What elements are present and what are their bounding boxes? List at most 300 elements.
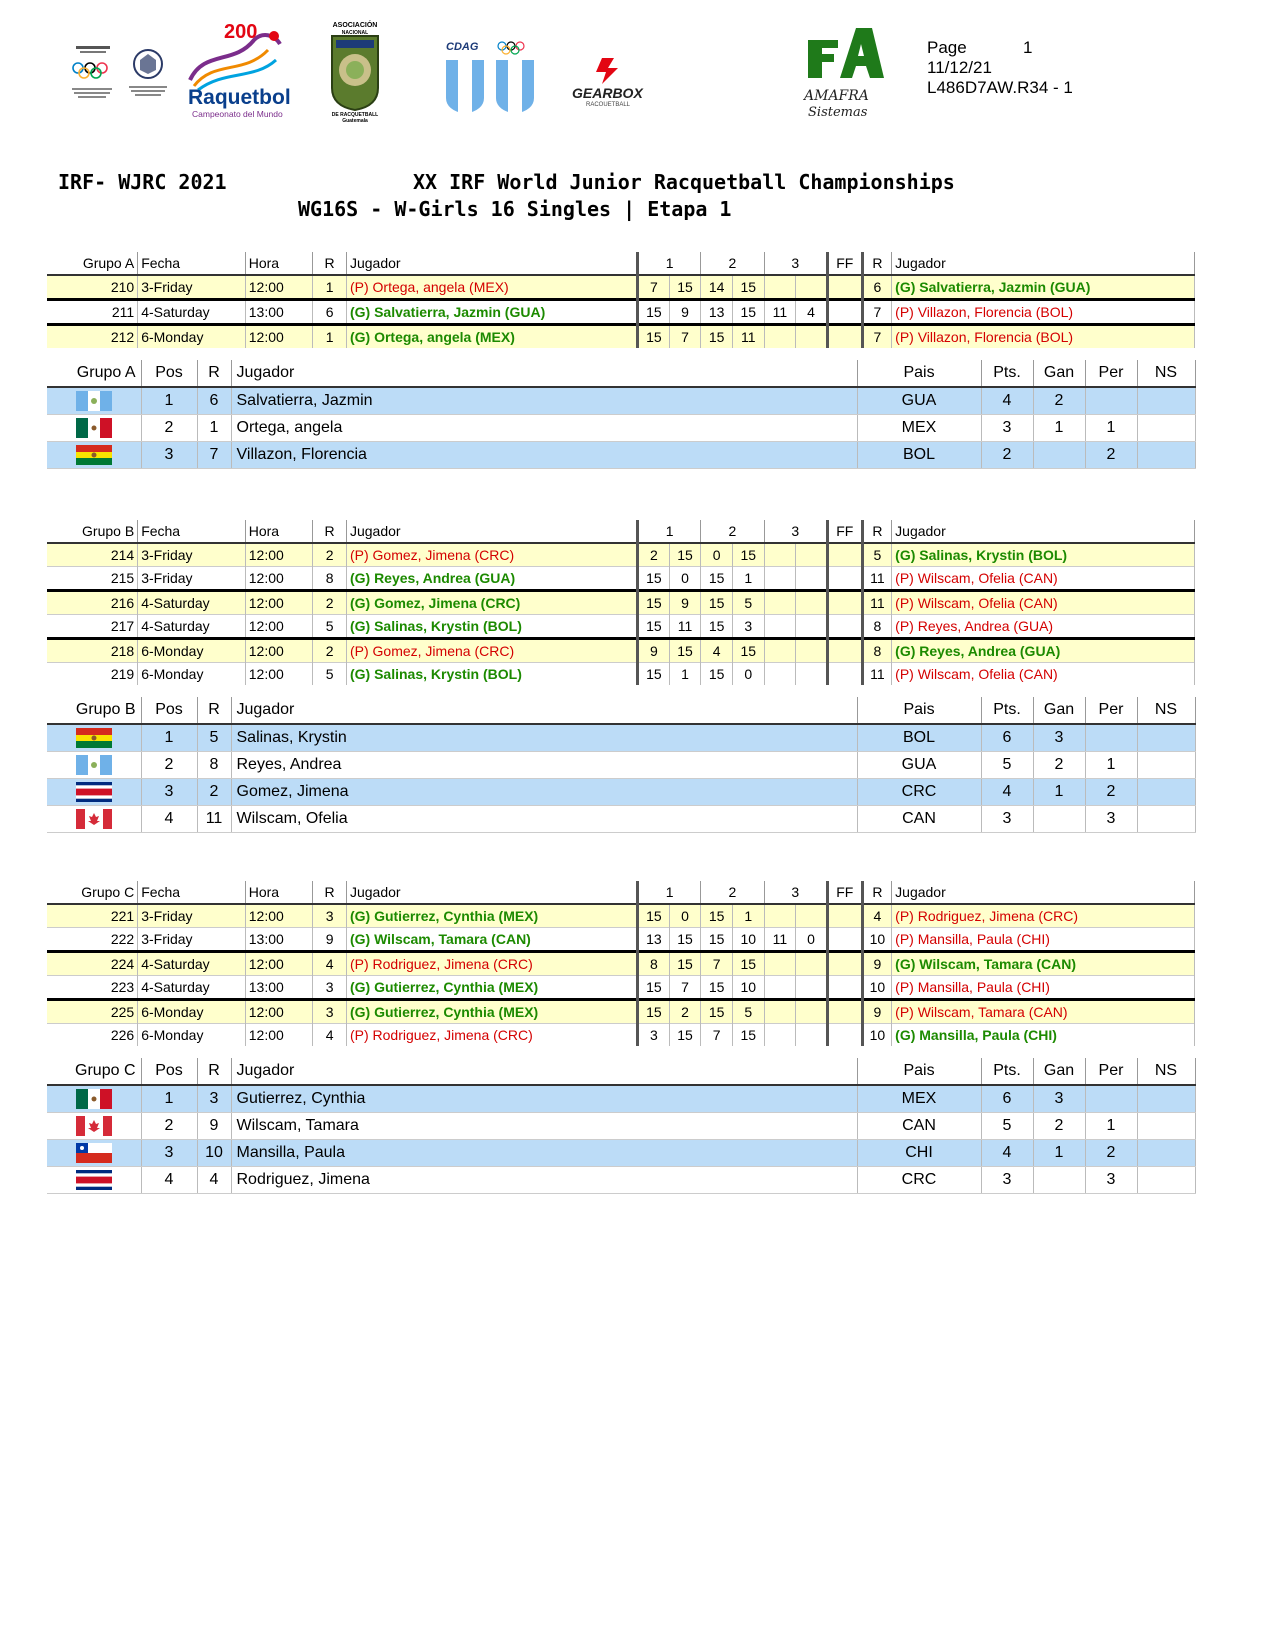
match-score xyxy=(796,567,828,591)
match-score xyxy=(764,1000,796,1024)
match-score: 15 xyxy=(732,543,764,567)
col-jugador: Jugador xyxy=(231,360,857,387)
col-rank: R xyxy=(313,520,347,543)
match-score: 15 xyxy=(732,275,764,300)
event-title: XX IRF World Junior Racquetball Championships xyxy=(413,170,955,194)
match-row xyxy=(47,1024,1195,1047)
col-per: Per xyxy=(1085,697,1137,724)
match-score: 15 xyxy=(638,300,670,325)
flag-crc-icon xyxy=(47,1167,141,1194)
col-r: R xyxy=(197,1058,231,1085)
standing-per: 1 xyxy=(1085,415,1137,442)
svg-text:200: 200 xyxy=(224,21,258,43)
svg-text:AMAFRA: AMAFRA xyxy=(804,88,869,104)
match-ff xyxy=(827,615,862,639)
standing-pts: 3 xyxy=(981,806,1033,833)
match-score: 0 xyxy=(669,567,701,591)
match-score: 15 xyxy=(669,952,701,976)
match-row xyxy=(47,904,1195,928)
svg-text:Sistemas: Sistemas xyxy=(808,105,868,120)
standings-group-label: Grupo A xyxy=(47,360,141,387)
match-id: 225 xyxy=(47,1000,138,1024)
match-score: 15 xyxy=(638,1000,670,1024)
match-hora: 12:00 xyxy=(245,615,312,639)
match-rank-1: 2 xyxy=(313,639,347,663)
asociacion-racquetball-guatemala-logo xyxy=(326,18,384,122)
match-score: 7 xyxy=(701,952,733,976)
match-player-2: (G) Salvatierra, Jazmin (GUA) xyxy=(892,275,1195,300)
standing-per xyxy=(1085,724,1137,752)
col-per: Per xyxy=(1085,360,1137,387)
standing-row xyxy=(47,779,1195,806)
match-fecha: 4-Saturday xyxy=(138,952,246,976)
svg-text:Guatemala: Guatemala xyxy=(342,118,368,122)
match-row xyxy=(47,615,1195,639)
standing-per: 2 xyxy=(1085,1140,1137,1167)
match-fecha: 3-Friday xyxy=(138,275,246,300)
svg-text:ASOCIACIÓN: ASOCIACIÓN xyxy=(332,22,378,29)
match-score xyxy=(764,904,796,928)
col-jugador: Jugador xyxy=(231,697,857,724)
match-id: 212 xyxy=(47,325,138,349)
col-pts: Pts. xyxy=(981,360,1033,387)
standing-gan: 1 xyxy=(1033,779,1085,806)
standing-ns xyxy=(1137,1113,1195,1140)
match-row xyxy=(47,976,1195,1000)
standing-ns xyxy=(1137,415,1195,442)
match-player-2: (P) Villazon, Florencia (BOL) xyxy=(892,325,1195,349)
match-player-1: (G) Gutierrez, Cynthia (MEX) xyxy=(346,1000,637,1024)
standings-group-label: Grupo C xyxy=(47,1058,141,1085)
match-score: 4 xyxy=(796,300,828,325)
standing-pais: MEX xyxy=(857,1085,981,1113)
match-score: 15 xyxy=(669,275,701,300)
match-hora: 12:00 xyxy=(245,639,312,663)
match-score: 7 xyxy=(701,1024,733,1047)
matches-header-row xyxy=(47,520,1195,543)
match-score: 15 xyxy=(638,904,670,928)
match-score xyxy=(764,567,796,591)
amafra-sistemas-logo xyxy=(800,22,886,122)
match-ff xyxy=(827,976,862,1000)
match-ff xyxy=(827,567,862,591)
match-score xyxy=(796,1024,828,1047)
group-label: Grupo C xyxy=(47,881,138,904)
match-fecha: 3-Friday xyxy=(138,567,246,591)
match-score: 15 xyxy=(669,928,701,952)
match-rank-1: 5 xyxy=(313,663,347,686)
match-id: 216 xyxy=(47,591,138,615)
standing-pais: GUA xyxy=(857,387,981,415)
match-score: 8 xyxy=(638,952,670,976)
match-score: 15 xyxy=(669,543,701,567)
match-player-2: (P) Villazon, Florencia (BOL) xyxy=(892,300,1195,325)
match-rank-2: 10 xyxy=(862,928,892,952)
standing-row xyxy=(47,752,1195,779)
match-score: 15 xyxy=(669,1024,701,1047)
standing-pts: 3 xyxy=(981,1167,1033,1194)
flag-can-icon xyxy=(47,806,141,833)
standing-pos: 2 xyxy=(141,752,197,779)
match-fecha: 4-Saturday xyxy=(138,591,246,615)
page-number: Page 1 xyxy=(927,38,1033,57)
match-rank-1: 2 xyxy=(313,543,347,567)
standing-player: Reyes, Andrea xyxy=(231,752,857,779)
standing-rank: 6 xyxy=(197,387,231,415)
match-score: 0 xyxy=(732,663,764,686)
match-player-1: (G) Gomez, Jimena (CRC) xyxy=(346,591,637,615)
match-rank-2: 7 xyxy=(862,325,892,349)
match-fecha: 6-Monday xyxy=(138,1000,246,1024)
match-hora: 12:00 xyxy=(245,952,312,976)
col-set-3: 3 xyxy=(764,881,827,904)
match-row xyxy=(47,325,1195,349)
col-pos: Pos xyxy=(141,1058,197,1085)
match-ff xyxy=(827,300,862,325)
match-player-1: (P) Rodriguez, Jimena (CRC) xyxy=(346,1024,637,1047)
standing-gan xyxy=(1033,806,1085,833)
standings-table xyxy=(47,1058,1196,1194)
svg-text:DE RACQUETBALL: DE RACQUETBALL xyxy=(331,112,379,118)
col-jugador-2: Jugador xyxy=(892,252,1195,275)
division-title: WG16S - W-Girls 16 Singles | Etapa 1 xyxy=(298,197,732,221)
match-rank-2: 8 xyxy=(862,639,892,663)
standing-pos: 1 xyxy=(141,1085,197,1113)
flag-chi-icon xyxy=(47,1140,141,1167)
col-fecha: Fecha xyxy=(138,881,246,904)
col-jugador-2: Jugador xyxy=(892,520,1195,543)
svg-text:Campeonato del Mundo: Campeonato del Mundo xyxy=(192,109,283,119)
report-code: L486D7AW.R34 - 1 xyxy=(927,78,1073,97)
match-fecha: 6-Monday xyxy=(138,663,246,686)
col-rank-2: R xyxy=(862,881,892,904)
match-rank-2: 8 xyxy=(862,615,892,639)
match-score: 7 xyxy=(669,325,701,349)
col-ns: NS xyxy=(1137,360,1195,387)
standing-ns xyxy=(1137,724,1195,752)
standing-per xyxy=(1085,387,1137,415)
match-id: 222 xyxy=(47,928,138,952)
match-score xyxy=(796,615,828,639)
match-row xyxy=(47,300,1195,325)
match-score: 1 xyxy=(669,663,701,686)
match-fecha: 6-Monday xyxy=(138,639,246,663)
standing-rank: 3 xyxy=(197,1085,231,1113)
standing-gan: 1 xyxy=(1033,1140,1085,1167)
col-pais: Pais xyxy=(857,360,981,387)
col-jugador-2: Jugador xyxy=(892,881,1195,904)
standing-pos: 2 xyxy=(141,415,197,442)
flag-mex-icon xyxy=(47,1085,141,1113)
page-info xyxy=(927,38,1073,98)
match-rank-1: 9 xyxy=(313,928,347,952)
matches-table xyxy=(47,252,1195,348)
match-row xyxy=(47,952,1195,976)
standing-rank: 7 xyxy=(197,442,231,469)
match-score xyxy=(796,275,828,300)
match-hora: 12:00 xyxy=(245,275,312,300)
standing-pts: 4 xyxy=(981,779,1033,806)
match-score: 9 xyxy=(669,591,701,615)
raquetbol-championship-logo xyxy=(184,20,294,128)
standing-pts: 5 xyxy=(981,1113,1033,1140)
standing-rank: 2 xyxy=(197,779,231,806)
standing-pais: BOL xyxy=(857,724,981,752)
match-score: 15 xyxy=(701,615,733,639)
match-player-1: (G) Reyes, Andrea (GUA) xyxy=(346,567,637,591)
gearbox-logo xyxy=(572,54,662,106)
match-score: 11 xyxy=(669,615,701,639)
match-score: 5 xyxy=(732,591,764,615)
match-rank-2: 11 xyxy=(862,663,892,686)
matches-header-row xyxy=(47,881,1195,904)
match-ff xyxy=(827,275,862,300)
match-fecha: 6-Monday xyxy=(138,1024,246,1047)
cdag-guatemala-logo xyxy=(446,40,546,116)
col-hora: Hora xyxy=(245,252,312,275)
standing-pts: 6 xyxy=(981,1085,1033,1113)
standing-rank: 10 xyxy=(197,1140,231,1167)
standings-header-row xyxy=(47,1058,1195,1085)
standing-ns xyxy=(1137,779,1195,806)
match-ff xyxy=(827,928,862,952)
standing-per: 3 xyxy=(1085,806,1137,833)
standing-ns xyxy=(1137,1167,1195,1194)
match-hora: 13:00 xyxy=(245,928,312,952)
match-score: 15 xyxy=(732,300,764,325)
standing-pais: CHI xyxy=(857,1140,981,1167)
match-rank-2: 9 xyxy=(862,1000,892,1024)
match-rank-2: 6 xyxy=(862,275,892,300)
standing-pts: 6 xyxy=(981,724,1033,752)
match-score xyxy=(796,591,828,615)
match-row xyxy=(47,928,1195,952)
standing-gan: 3 xyxy=(1033,724,1085,752)
group-section xyxy=(47,520,1195,833)
col-rank-2: R xyxy=(862,252,892,275)
match-row xyxy=(47,275,1195,300)
group-label: Grupo A xyxy=(47,252,138,275)
col-rank-2: R xyxy=(862,520,892,543)
col-set-3: 3 xyxy=(764,252,827,275)
match-hora: 12:00 xyxy=(245,567,312,591)
col-gan: Gan xyxy=(1033,697,1085,724)
match-rank-2: 5 xyxy=(862,543,892,567)
standing-player: Gutierrez, Cynthia xyxy=(231,1085,857,1113)
col-pais: Pais xyxy=(857,1058,981,1085)
match-score xyxy=(764,543,796,567)
match-fecha: 3-Friday xyxy=(138,928,246,952)
match-rank-1: 4 xyxy=(313,952,347,976)
standing-pts: 2 xyxy=(981,442,1033,469)
match-score: 15 xyxy=(669,639,701,663)
standing-ns xyxy=(1137,387,1195,415)
match-score: 0 xyxy=(796,928,828,952)
col-pos: Pos xyxy=(141,697,197,724)
match-hora: 13:00 xyxy=(245,300,312,325)
col-pts: Pts. xyxy=(981,697,1033,724)
standing-gan: 1 xyxy=(1033,415,1085,442)
match-hora: 12:00 xyxy=(245,591,312,615)
match-rank-1: 3 xyxy=(313,904,347,928)
standings-table xyxy=(47,360,1196,469)
match-score: 15 xyxy=(701,591,733,615)
match-rank-1: 6 xyxy=(313,300,347,325)
match-fecha: 4-Saturday xyxy=(138,300,246,325)
match-score xyxy=(796,543,828,567)
match-rank-1: 8 xyxy=(313,567,347,591)
match-score: 15 xyxy=(638,567,670,591)
match-rank-1: 5 xyxy=(313,615,347,639)
flag-bol-icon xyxy=(47,724,141,752)
match-score: 11 xyxy=(764,300,796,325)
flag-mex-icon xyxy=(47,415,141,442)
col-jugador: Jugador xyxy=(346,252,637,275)
col-set-3: 3 xyxy=(764,520,827,543)
standing-per: 1 xyxy=(1085,1113,1137,1140)
col-ff: FF xyxy=(827,252,862,275)
standing-rank: 1 xyxy=(197,415,231,442)
group-label: Grupo B xyxy=(47,520,138,543)
match-score: 4 xyxy=(701,639,733,663)
standing-player: Salinas, Krystin xyxy=(231,724,857,752)
match-rank-2: 4 xyxy=(862,904,892,928)
match-ff xyxy=(827,663,862,686)
standing-pts: 3 xyxy=(981,415,1033,442)
match-score xyxy=(764,591,796,615)
match-ff xyxy=(827,325,862,349)
col-set-1: 1 xyxy=(638,881,701,904)
match-ff xyxy=(827,543,862,567)
match-hora: 12:00 xyxy=(245,1000,312,1024)
match-score: 15 xyxy=(701,904,733,928)
svg-text:RACQUETBALL: RACQUETBALL xyxy=(586,102,631,106)
standing-pos: 3 xyxy=(141,1140,197,1167)
standing-gan: 2 xyxy=(1033,752,1085,779)
match-id: 217 xyxy=(47,615,138,639)
standings-group-label: Grupo B xyxy=(47,697,141,724)
match-player-2: (G) Wilscam, Tamara (CAN) xyxy=(892,952,1195,976)
standing-pos: 4 xyxy=(141,806,197,833)
match-score: 15 xyxy=(701,976,733,1000)
col-jugador: Jugador xyxy=(231,1058,857,1085)
match-ff xyxy=(827,1000,862,1024)
report-date: 11/12/21 xyxy=(927,58,992,77)
standing-pos: 1 xyxy=(141,724,197,752)
match-row xyxy=(47,1000,1195,1024)
match-score: 13 xyxy=(701,300,733,325)
match-player-2: (G) Salinas, Krystin (BOL) xyxy=(892,543,1195,567)
col-hora: Hora xyxy=(245,520,312,543)
match-score: 15 xyxy=(638,615,670,639)
match-score xyxy=(796,639,828,663)
match-score: 13 xyxy=(638,928,670,952)
standing-pais: GUA xyxy=(857,752,981,779)
standing-rank: 11 xyxy=(197,806,231,833)
col-r: R xyxy=(197,360,231,387)
match-score xyxy=(764,615,796,639)
match-rank-2: 9 xyxy=(862,952,892,976)
standing-row xyxy=(47,415,1195,442)
col-pos: Pos xyxy=(141,360,197,387)
standing-pos: 2 xyxy=(141,1113,197,1140)
group-section xyxy=(47,252,1195,469)
match-player-1: (G) Salvatierra, Jazmin (GUA) xyxy=(346,300,637,325)
match-player-2: (P) Wilscam, Tamara (CAN) xyxy=(892,1000,1195,1024)
match-score: 5 xyxy=(732,1000,764,1024)
col-r: R xyxy=(197,697,231,724)
match-ff xyxy=(827,591,862,615)
match-player-2: (P) Mansilla, Paula (CHI) xyxy=(892,976,1195,1000)
match-id: 214 xyxy=(47,543,138,567)
standing-gan: 2 xyxy=(1033,1113,1085,1140)
match-id: 221 xyxy=(47,904,138,928)
match-score: 0 xyxy=(669,904,701,928)
match-score xyxy=(764,325,796,349)
col-ns: NS xyxy=(1137,697,1195,724)
standing-per: 2 xyxy=(1085,442,1137,469)
match-fecha: 4-Saturday xyxy=(138,615,246,639)
match-id: 219 xyxy=(47,663,138,686)
match-rank-1: 4 xyxy=(313,1024,347,1047)
match-rank-2: 7 xyxy=(862,300,892,325)
standing-gan xyxy=(1033,442,1085,469)
match-score: 3 xyxy=(732,615,764,639)
match-player-2: (G) Reyes, Andrea (GUA) xyxy=(892,639,1195,663)
match-player-2: (P) Mansilla, Paula (CHI) xyxy=(892,928,1195,952)
match-score: 15 xyxy=(638,591,670,615)
standing-row xyxy=(47,806,1195,833)
match-score: 1 xyxy=(732,567,764,591)
match-score: 11 xyxy=(764,928,796,952)
standing-rank: 5 xyxy=(197,724,231,752)
standing-pts: 4 xyxy=(981,1140,1033,1167)
match-player-1: (P) Gomez, Jimena (CRC) xyxy=(346,543,637,567)
standing-gan xyxy=(1033,1167,1085,1194)
match-hora: 13:00 xyxy=(245,976,312,1000)
match-score xyxy=(796,976,828,1000)
standing-rank: 8 xyxy=(197,752,231,779)
ministry-seal-logo xyxy=(125,46,171,106)
match-player-1: (P) Gomez, Jimena (CRC) xyxy=(346,639,637,663)
match-row xyxy=(47,567,1195,591)
match-rank-1: 1 xyxy=(313,275,347,300)
match-score xyxy=(764,663,796,686)
standing-pts: 4 xyxy=(981,387,1033,415)
match-score: 11 xyxy=(732,325,764,349)
col-hora: Hora xyxy=(245,881,312,904)
flag-gua-icon xyxy=(47,752,141,779)
match-score: 10 xyxy=(732,928,764,952)
match-id: 218 xyxy=(47,639,138,663)
col-gan: Gan xyxy=(1033,1058,1085,1085)
col-rank: R xyxy=(313,881,347,904)
match-rank-2: 10 xyxy=(862,976,892,1000)
olympic-committee-logo xyxy=(68,46,118,106)
match-player-2: (P) Wilscam, Ofelia (CAN) xyxy=(892,567,1195,591)
col-set-2: 2 xyxy=(701,881,764,904)
match-player-2: (P) Reyes, Andrea (GUA) xyxy=(892,615,1195,639)
match-hora: 12:00 xyxy=(245,663,312,686)
standing-pos: 1 xyxy=(141,387,197,415)
standing-row xyxy=(47,1140,1195,1167)
match-score: 3 xyxy=(638,1024,670,1047)
match-ff xyxy=(827,904,862,928)
standing-gan: 2 xyxy=(1033,387,1085,415)
event-code: IRF- WJRC 2021 xyxy=(58,170,227,194)
match-score xyxy=(764,639,796,663)
match-ff xyxy=(827,952,862,976)
